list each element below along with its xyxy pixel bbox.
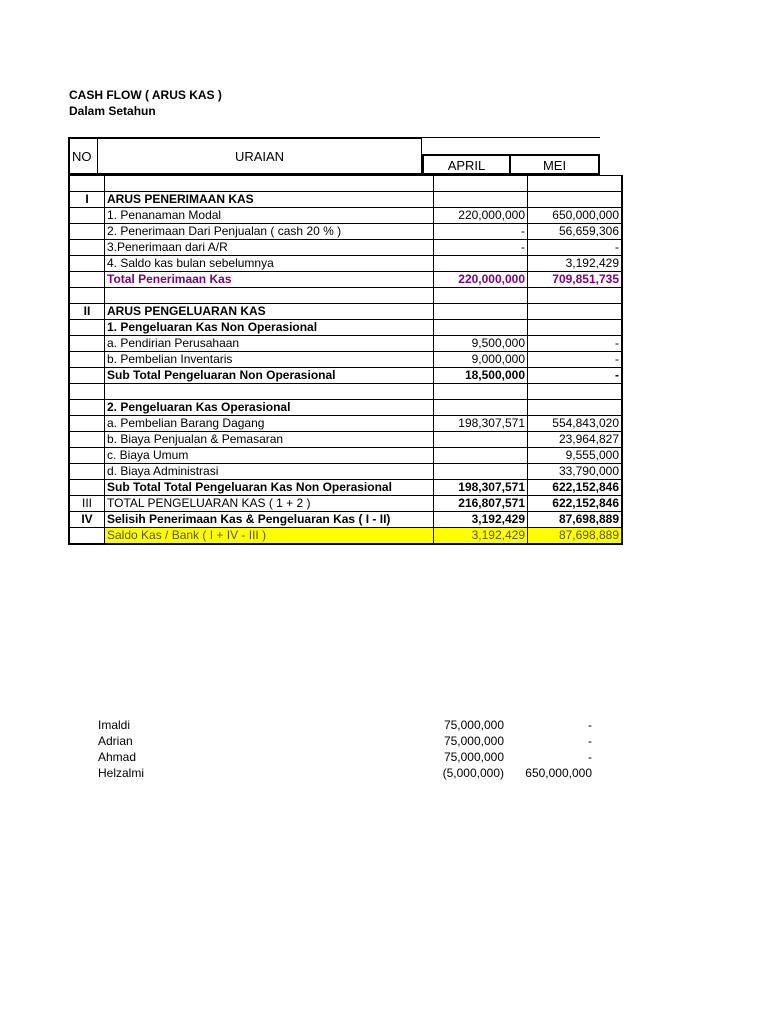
april-value-cell: 18,500,000 <box>434 368 528 384</box>
row-no-cell <box>69 176 105 192</box>
partner-april-value: 75,000,000 <box>443 750 504 764</box>
row-label-cell: ARUS PENERIMAAN KAS <box>105 192 434 208</box>
row-no-cell <box>69 464 105 480</box>
row-no-cell <box>69 224 105 240</box>
row-label-cell <box>105 288 434 304</box>
row-no-cell: IV <box>69 512 105 528</box>
april-value-cell: 198,307,571 <box>434 416 528 432</box>
header-uraian: URAIAN <box>98 137 422 175</box>
partner-row <box>98 718 598 734</box>
mei-value-cell: 3,192,429 <box>528 256 623 272</box>
table-row <box>69 304 622 320</box>
april-value-cell: 198,307,571 <box>434 480 528 496</box>
partner-name: Helzalmi <box>98 766 145 780</box>
row-label-cell: Saldo Kas / Bank ( I + IV - III ) <box>105 528 434 545</box>
table-header <box>68 137 600 175</box>
table-row <box>69 528 622 545</box>
table-row <box>69 432 622 448</box>
row-label-cell: 4. Saldo kas bulan sebelumnya <box>105 256 434 272</box>
document-title: CASH FLOW ( ARUS KAS ) <box>69 88 222 102</box>
april-value-cell <box>434 384 528 400</box>
april-value-cell: 3,192,429 <box>434 512 528 528</box>
mei-value-cell <box>528 400 623 416</box>
april-value-cell <box>434 400 528 416</box>
april-value-cell: - <box>434 224 528 240</box>
mei-value-cell: - <box>528 240 623 256</box>
row-label-cell: 1. Penanaman Modal <box>105 208 434 224</box>
april-value-cell <box>434 256 528 272</box>
partner-name: Ahmad <box>98 750 137 764</box>
april-value-cell: 3,192,429 <box>434 528 528 545</box>
row-label-cell: d. Biaya Administrasi <box>105 464 434 480</box>
mei-value-cell: 622,152,846 <box>528 496 623 512</box>
table-row <box>69 464 622 480</box>
row-no-cell <box>69 352 105 368</box>
partner-april-value: 75,000,000 <box>443 734 504 748</box>
row-label-cell: 2. Penerimaan Dari Penjualan ( cash 20 % ) <box>105 224 434 240</box>
row-no-cell <box>69 288 105 304</box>
april-value-cell <box>434 192 528 208</box>
table-row <box>69 192 622 208</box>
april-value-cell <box>434 304 528 320</box>
april-value-cell: 9,000,000 <box>434 352 528 368</box>
mei-value-cell <box>528 176 623 192</box>
row-label-cell: ARUS PENGELUARAN KAS <box>105 304 434 320</box>
row-label-cell: TOTAL PENGELUARAN KAS ( 1 + 2 ) <box>105 496 434 512</box>
mei-value-cell: 650,000,000 <box>528 208 623 224</box>
row-label-cell: Total Penerimaan Kas <box>105 272 434 288</box>
table-row <box>69 336 622 352</box>
mei-value-cell <box>528 320 623 336</box>
table-row <box>69 400 622 416</box>
row-label-cell: 3.Penerimaan dari A/R <box>105 240 434 256</box>
row-no-cell <box>69 480 105 496</box>
partner-april-value: (5,000,000) <box>442 766 504 780</box>
mei-value-cell: 709,851,735 <box>528 272 623 288</box>
row-no-cell <box>69 256 105 272</box>
april-value-cell <box>434 288 528 304</box>
row-label-cell: c. Biaya Umum <box>105 448 434 464</box>
mei-value-cell: 87,698,889 <box>528 528 623 545</box>
table-row <box>69 448 622 464</box>
row-no-cell <box>69 208 105 224</box>
mei-value-cell: 9,555,000 <box>528 448 623 464</box>
row-no-cell <box>69 448 105 464</box>
mei-value-cell: 56,659,306 <box>528 224 623 240</box>
partner-mei-value: - <box>588 750 592 764</box>
table-row <box>69 480 622 496</box>
partner-mei-value: - <box>588 718 592 732</box>
partner-row <box>98 734 598 750</box>
header-mei: MEI <box>509 154 600 175</box>
april-value-cell: 216,807,571 <box>434 496 528 512</box>
table-row <box>69 320 622 336</box>
table-row <box>69 512 622 528</box>
cash-flow-sheet <box>68 137 619 545</box>
mei-value-cell: 87,698,889 <box>528 512 623 528</box>
row-no-cell <box>69 400 105 416</box>
partner-name: Adrian <box>98 734 133 748</box>
april-value-cell: 220,000,000 <box>434 208 528 224</box>
table-row <box>69 384 622 400</box>
april-value-cell <box>434 320 528 336</box>
mei-value-cell: - <box>528 336 623 352</box>
mei-value-cell: 622,152,846 <box>528 480 623 496</box>
header-month-group <box>422 137 600 154</box>
partner-mei-value: 650,000,000 <box>525 766 592 780</box>
table-row <box>69 224 622 240</box>
row-label-cell: Sub Total Pengeluaran Non Operasional <box>105 368 434 384</box>
row-no-cell <box>69 368 105 384</box>
partner-april-value: 75,000,000 <box>443 718 504 732</box>
row-no-cell <box>69 416 105 432</box>
april-value-cell: 220,000,000 <box>434 272 528 288</box>
partner-row <box>98 750 598 766</box>
mei-value-cell: 23,964,827 <box>528 432 623 448</box>
table-row <box>69 352 622 368</box>
table-row <box>69 208 622 224</box>
row-no-cell <box>69 272 105 288</box>
row-no-cell: I <box>69 192 105 208</box>
row-no-cell <box>69 336 105 352</box>
table-row <box>69 176 622 192</box>
row-label-cell: b. Pembelian Inventaris <box>105 352 434 368</box>
april-value-cell: - <box>434 240 528 256</box>
partner-mei-value: - <box>588 734 592 748</box>
row-label-cell: 2. Pengeluaran Kas Operasional <box>105 400 434 416</box>
row-no-cell <box>69 528 105 545</box>
april-value-cell: 9,500,000 <box>434 336 528 352</box>
table-row <box>69 496 622 512</box>
row-no-cell <box>69 432 105 448</box>
table-row <box>69 416 622 432</box>
row-label-cell: a. Pembelian Barang Dagang <box>105 416 434 432</box>
mei-value-cell <box>528 288 623 304</box>
mei-value-cell: 554,843,020 <box>528 416 623 432</box>
row-no-cell: III <box>69 496 105 512</box>
table-row <box>69 240 622 256</box>
april-value-cell <box>434 176 528 192</box>
table-row <box>69 368 622 384</box>
partner-capital-list <box>98 718 598 782</box>
table-row <box>69 288 622 304</box>
table-row <box>69 256 622 272</box>
header-april: APRIL <box>422 154 511 175</box>
document-subtitle: Dalam Setahun <box>69 104 156 118</box>
mei-value-cell <box>528 192 623 208</box>
header-no: NO <box>68 137 98 175</box>
row-no-cell <box>69 384 105 400</box>
row-no-cell <box>69 240 105 256</box>
mei-value-cell <box>528 304 623 320</box>
row-label-cell <box>105 176 434 192</box>
mei-value-cell: - <box>528 352 623 368</box>
row-no-cell: II <box>69 304 105 320</box>
mei-value-cell <box>528 384 623 400</box>
april-value-cell <box>434 432 528 448</box>
row-label-cell: b. Biaya Penjualan & Pemasaran <box>105 432 434 448</box>
row-no-cell <box>69 320 105 336</box>
mei-value-cell: 33,790,000 <box>528 464 623 480</box>
cash-flow-table <box>68 175 623 545</box>
table-row <box>69 272 622 288</box>
row-label-cell: Sub Total Total Pengeluaran Kas Non Operasional <box>105 480 434 496</box>
mei-value-cell: - <box>528 368 623 384</box>
partner-name: Imaldi <box>98 718 131 732</box>
row-label-cell: Selisih Penerimaan Kas & Pengeluaran Kas ( I - II) <box>105 512 434 528</box>
april-value-cell <box>434 448 528 464</box>
april-value-cell <box>434 464 528 480</box>
row-label-cell: a. Pendirian Perusahaan <box>105 336 434 352</box>
row-label-cell <box>105 384 434 400</box>
row-label-cell: 1. Pengeluaran Kas Non Operasional <box>105 320 434 336</box>
partner-row <box>98 766 598 782</box>
